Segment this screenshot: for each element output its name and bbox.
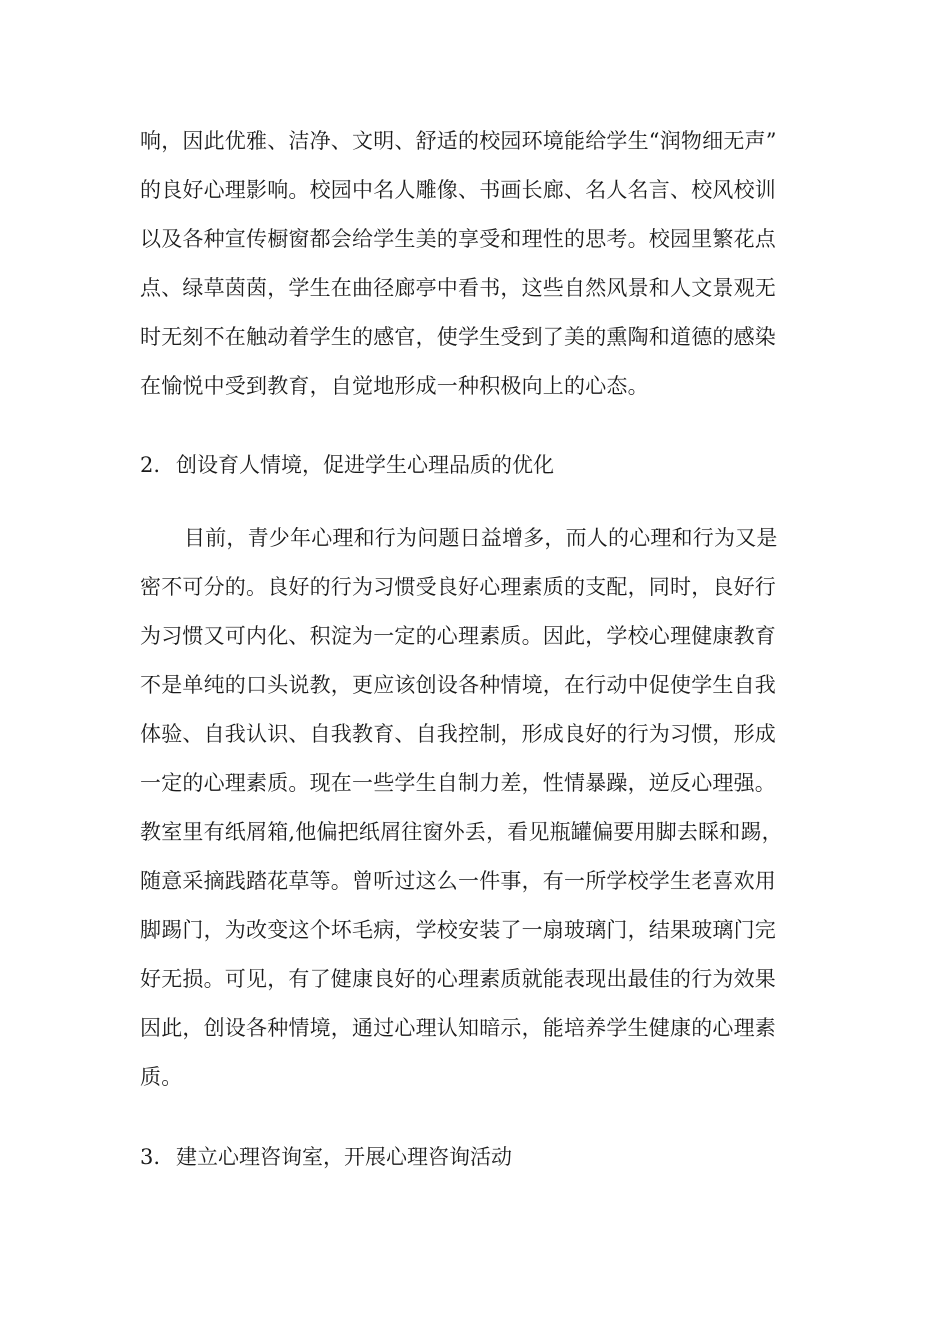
- text-line: 时无刻不在触动着学生的感官，使学生受到了美的熏陶和道德的感染: [140, 325, 776, 349]
- text-line: 体验、自我认识、自我教育、自我控制，形成良好的行为习惯，形成: [140, 722, 776, 746]
- text-line: 好无损。可见，有了健康良好的心理素质就能表现出最佳的行为效果: [140, 967, 776, 991]
- text-line: 在愉悦中受到教育，自觉地形成一种积极向上的心态。: [140, 374, 649, 398]
- text-line: 随意采摘践踏花草等。曾听过这么一件事，有一所学校学生老喜欢用: [140, 869, 776, 893]
- text-line: 一定的心理素质。现在一些学生自制力差，性情暴躁，逆反心理强。: [140, 771, 776, 795]
- section-heading-2: [140, 450, 554, 480]
- section-heading-3: [140, 1142, 512, 1172]
- text-line: 因此，创设各种情境，通过心理认知暗示，能培养学生健康的心理素: [140, 1016, 776, 1040]
- text-line: 密不可分的。良好的行为习惯受良好心理素质的支配，同时，良好行: [140, 575, 776, 599]
- text-line: 目前，青少年心理和行为问题日益增多，而人的心理和行为又是: [184, 526, 778, 550]
- section-number: 2.: [140, 453, 161, 477]
- paragraph-create-situations: [140, 514, 830, 1102]
- text-line: 以及各种宣传橱窗都会给学生美的享受和理性的思考。校园里繁花点: [140, 227, 776, 251]
- text-line: 教室里有纸屑箱,他偏把纸屑往窗外丢，看见瓶罐偏要用脚去睬和踢，: [140, 820, 783, 844]
- text-line: 的良好心理影响。校园中名人雕像、书画长廊、名人名言、校风校训: [140, 178, 776, 202]
- text-line: 质。: [140, 1065, 183, 1089]
- text-line: 为习惯又可内化、积淀为一定的心理素质。因此，学校心理健康教育: [140, 624, 776, 648]
- section-title: 建立心理咨询室，开展心理咨询活动: [176, 1145, 512, 1169]
- text-line: 脚踢门，为改变这个坏毛病，学校安装了一扇玻璃门，结果玻璃门完: [140, 918, 776, 942]
- text-line: 响，因此优雅、洁净、文明、舒适的校园环境能给学生“润物细无声”: [140, 129, 777, 153]
- text-line: 点、绿草茵茵，学生在曲径廊亭中看书，这些自然风景和人文景观无: [140, 276, 776, 300]
- text-line: 不是单纯的口头说教，更应该创设各种情境，在行动中促使学生自我: [140, 673, 776, 697]
- section-title: 创设育人情境，促进学生心理品质的优化: [176, 453, 554, 477]
- paragraph-campus-environment: [140, 117, 830, 411]
- section-number: 3.: [140, 1145, 161, 1169]
